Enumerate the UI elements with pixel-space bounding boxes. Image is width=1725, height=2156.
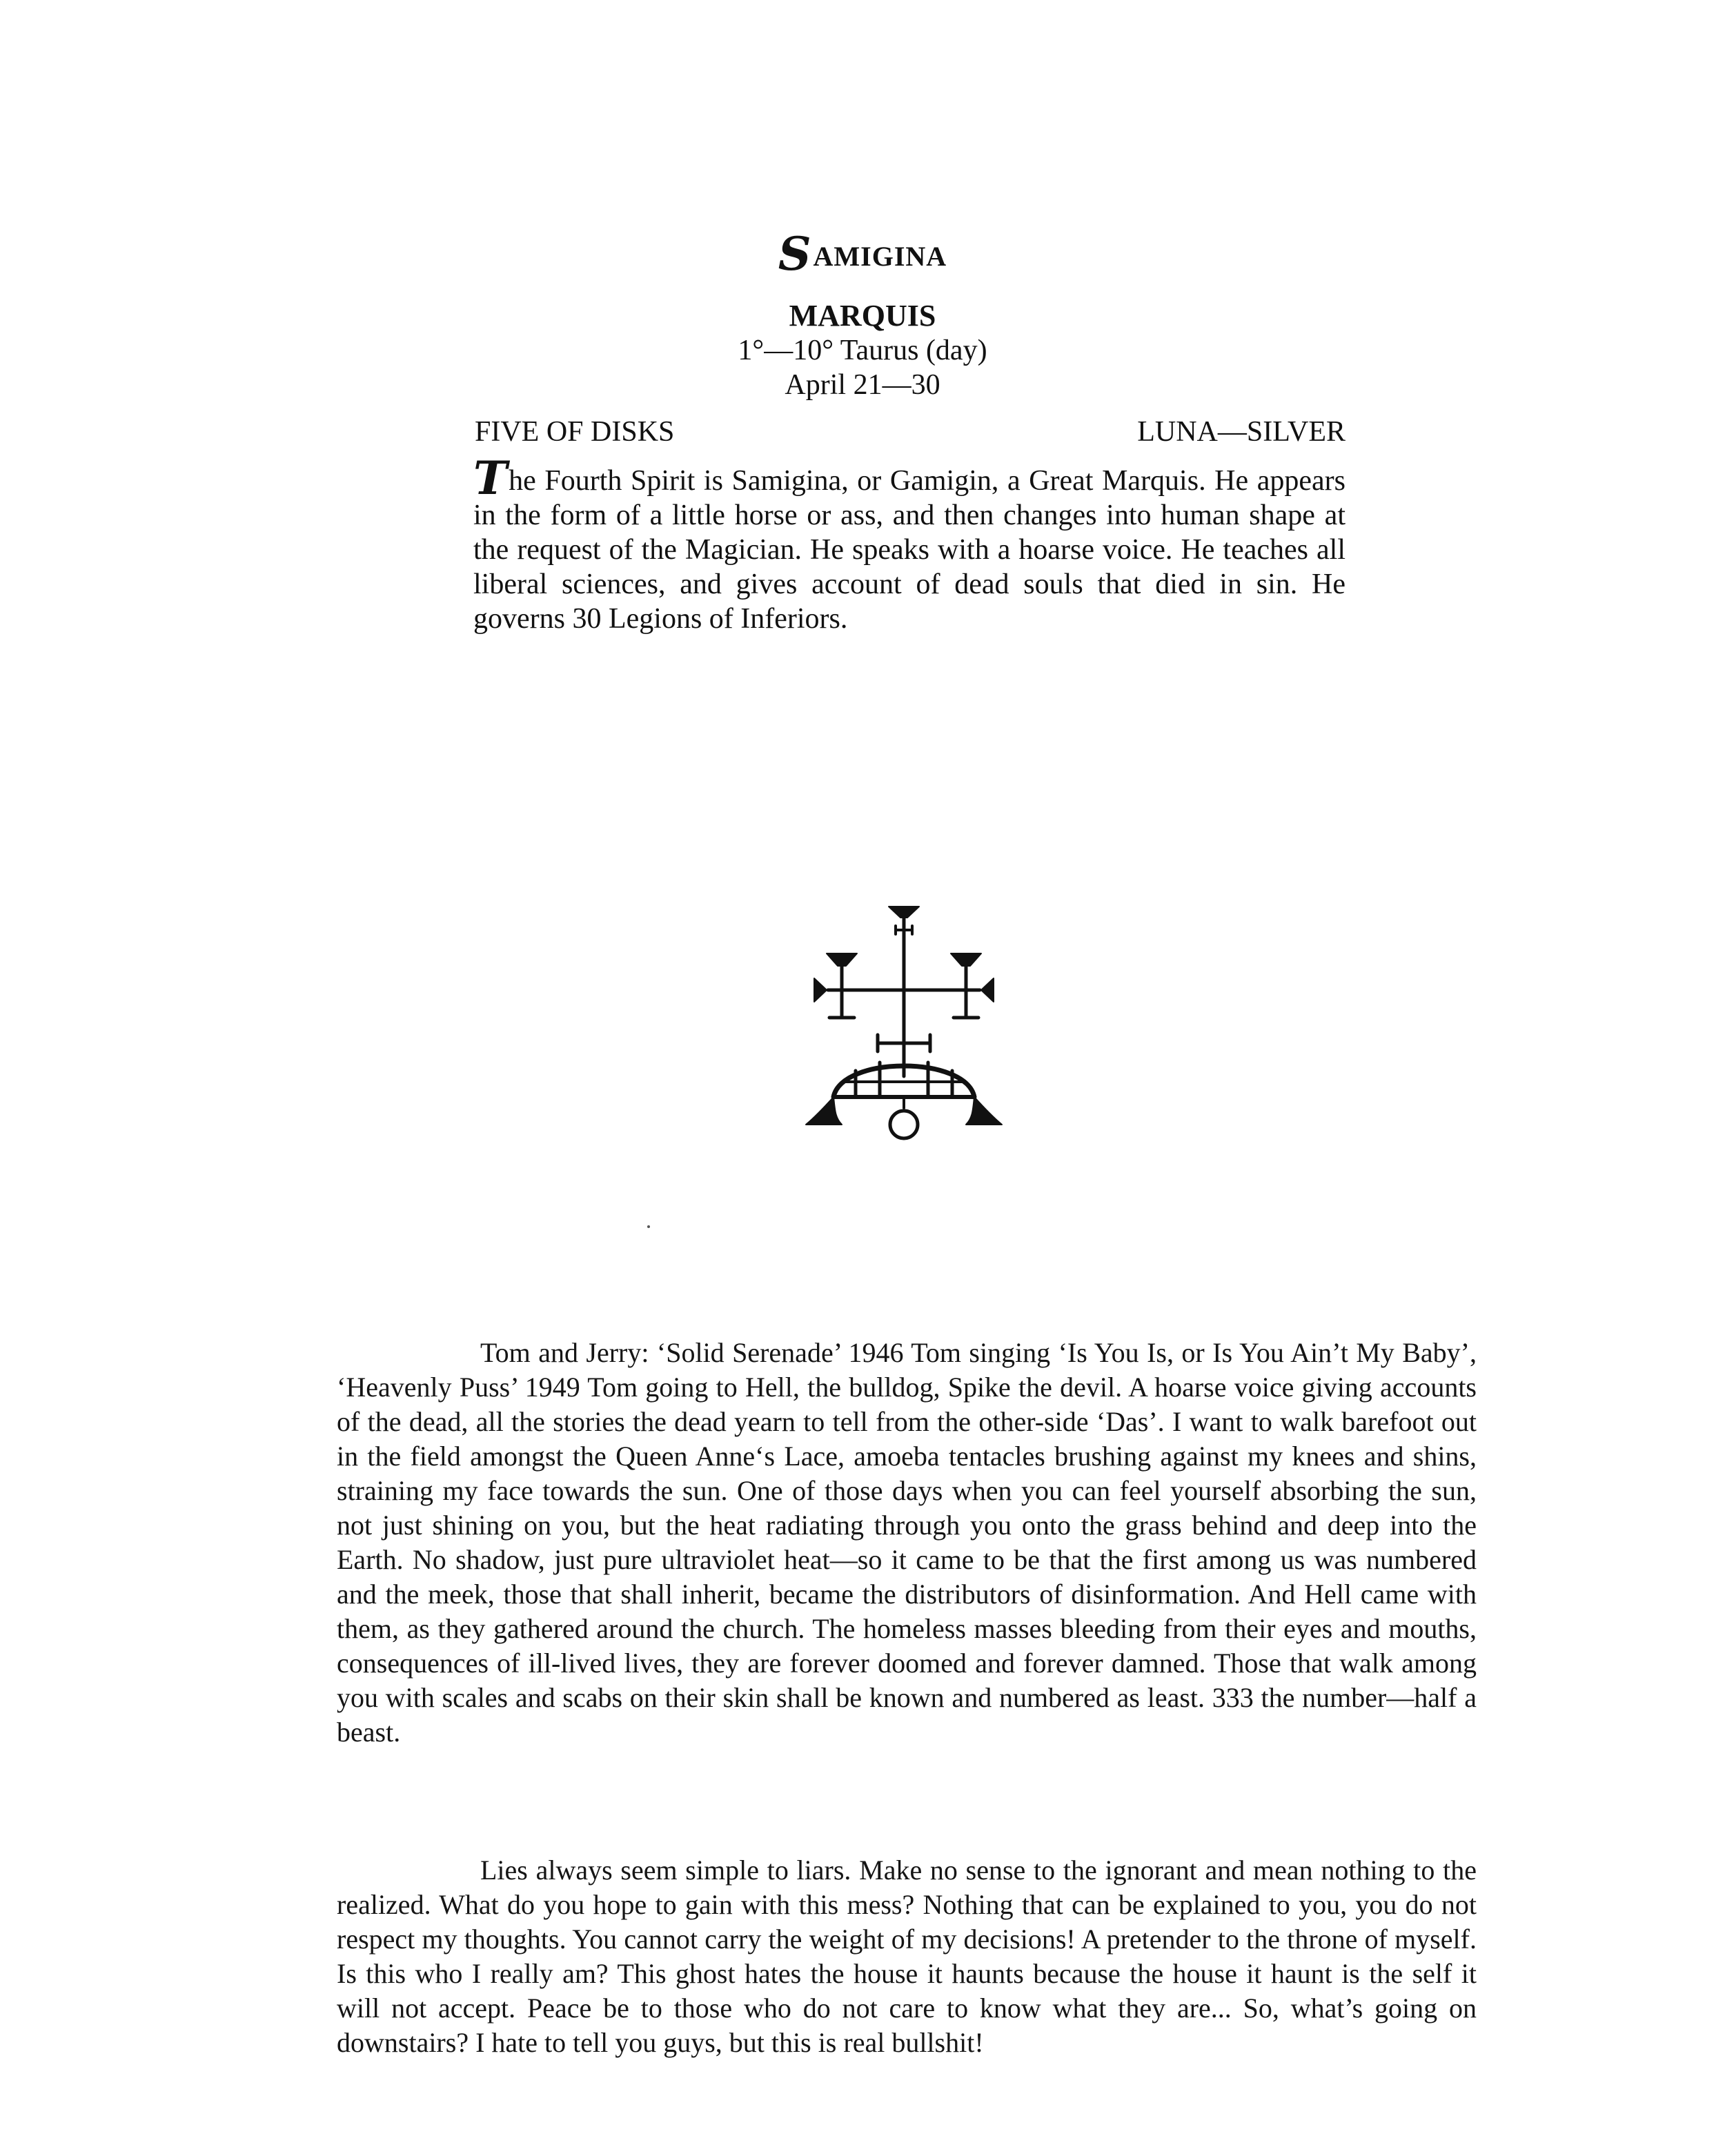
commentary-paragraph: Lies always seem simple to liars. Make no sense to the ignorant and mean nothing to the realized. What do you hope to gain with this mess? Nothing that can be explained to you, you do not respect my thoughts. You cannot carry the weight of my decisions! A pretender to the throne of myself. Is this who I really am? This ghost hates the house it haunts because the house it haunt is the self it will not accept. Peace be to those who do not care to know what they are... So, what’s going on downstairs? I hate to tell you guys, but this is real bullshit! (337, 1855, 1477, 2058)
date-range: April 21—30 (785, 369, 940, 401)
description-text: he Fourth Spirit is Samigina, or Gamigin, a Great Marquis. He appears in the form of a little horse or ass, and then changes into human shape at the request of the Magician. He speaks with a hoarse voice. He teaches all liberal sciences, and gives account of dead souls that died in sin. He governs 30 Legions of Inferiors. (473, 465, 1346, 635)
zodiac-degrees: 1°—10° Taurus (day) (738, 335, 987, 366)
spirit-rank: MARQUIS (789, 299, 936, 333)
commentary-paragraph: Tom and Jerry: ‘Solid Serenade’ 1946 Tom singing ‘Is You Is, or Is You Ain’t My Baby’, ‘Heavenly Puss’ 1949 Tom going to Hell, the bulldog, Spike the devil. A hoarse voice giving accounts of the dead, all the stories the dead yearn to tell from the other-side ‘Das’. I want to walk barefoot out in the field amongst the Queen Anne‘s Lace, amoeba tentacles brushing against my knees and shins, straining my face towards the sun. One of those days when you can feel yourself absorbing the sun, not just shining on you, but the heat radiating through you onto the grass behind and deep into the Earth. No shadow, just pure ultraviolet heat—so it came to be that the first among us was numbered and the meek, those that shall inherit, became the distributors of disinformation. And Hell came with them, as they gathered around the church. The homeless masses bleeding from their eyes and mouths, consequences of ill-lived lives, they are forever doomed and forever damned. Those that walk among you with scales and scabs on their skin shall be known and numbered as least. 333 the number—half a beast. (337, 1337, 1477, 1748)
title-initial: S (778, 227, 812, 281)
scan-speck (647, 1225, 650, 1228)
correspondence-row (475, 413, 1346, 451)
title-name: AMIGINA (813, 241, 947, 272)
tarot-card: FIVE OF DISKS (475, 416, 675, 448)
description-initial: T (473, 451, 508, 505)
samigina-seal-icon (800, 890, 1007, 1152)
spirit-description (473, 451, 1346, 636)
spirit-title (0, 227, 1725, 281)
planet-metal: LUNA—SILVER (1137, 416, 1346, 448)
